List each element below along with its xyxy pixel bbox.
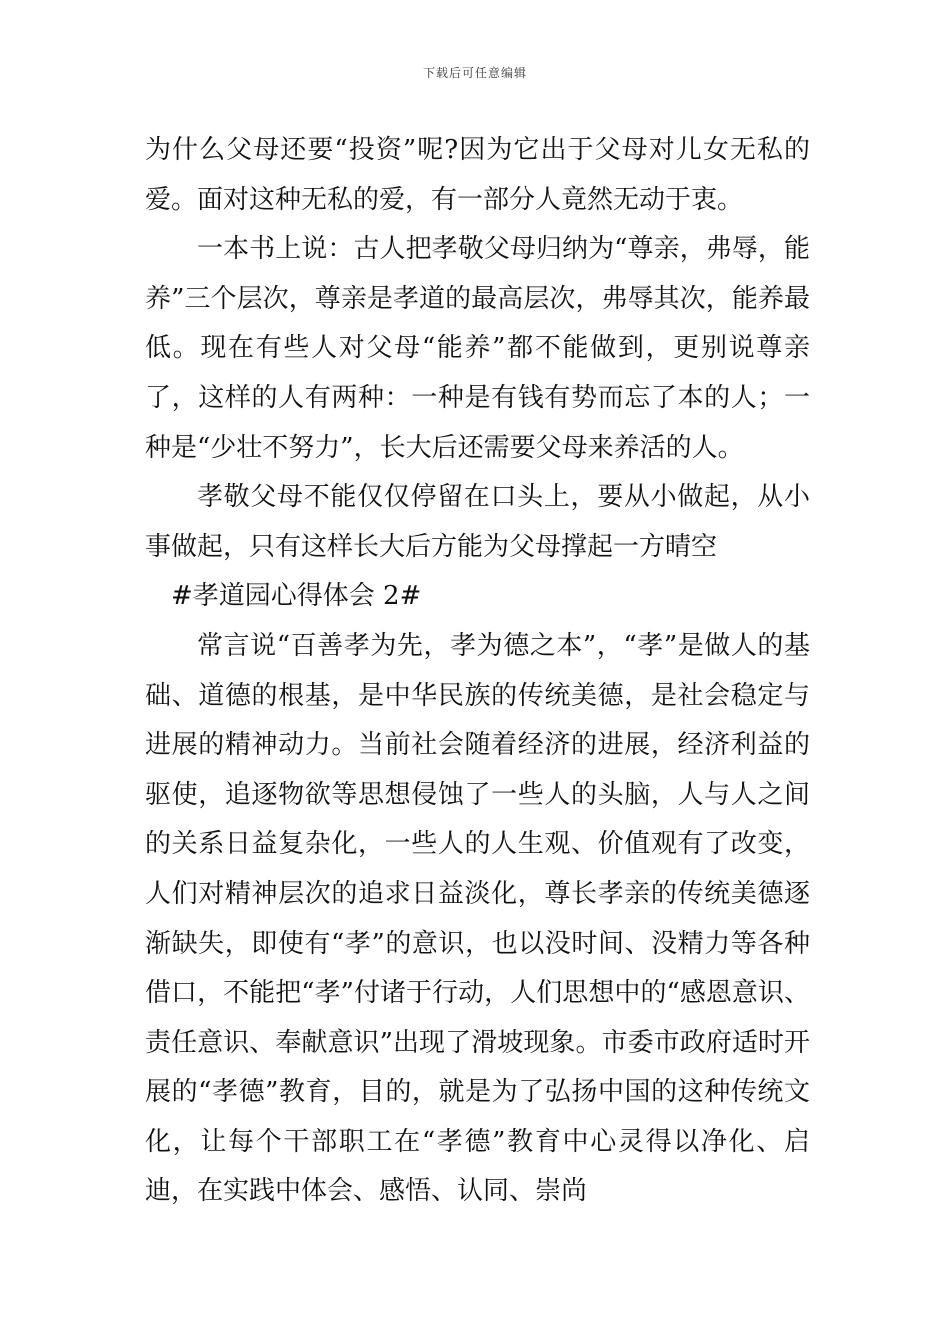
paragraph-1: 为什么父母还要“投资”呢?因为它出于父母对儿女无私的爱。面对这种无私的爱，有一部分人竟然无动于衷。 [145, 135, 810, 215]
paragraph-2: 一本书上说：古人把孝敬父母归纳为“尊亲，弗辱，能养”三个层次，尊亲是孝道的最高层次，弗辱其次，能养最低。现在有些人对父母“能养”都不能做到，更别说尊亲了，这样的人有两种：一种是有钱有势而忘了本的人；一种是“少壮不努力”，长大后还需要父母来养活的人。 [145, 234, 810, 463]
document-body [145, 126, 810, 1217]
section-heading: #孝道园心得体会 2# [171, 581, 422, 612]
paragraph-4: 常言说“百善孝为先，孝为德之本”，“孝”是做人的基础、道德的根基，是中华民族的传统美德，是社会稳定与进展的精神动力。当前社会随着经济的进展，经济利益的驱使，追逐物欲等思想侵蚀了一些人的头脑，人与人之间的关系日益复杂化，一些人的人生观、价值观有了改变，人们对精神层次的追求日益淡化，尊长孝亲的传统美德逐渐缺失，即使有“孝”的意识，也以没时间、没精力等各种借口，不能把“孝”付诸于行动，人们思想中的“感恩意识、责任意识、奉献意识”出现了滑坡现象。市委市政府适时开展的“孝德”教育，目的，就是为了弘扬中国的这种传统文化，让每个干部职工在“孝德”教育中心灵得以净化、启迪，在实践中体会、感悟、认同、崇尚 [145, 630, 810, 1207]
page-header-note: 下载后可任意编辑 [422, 66, 527, 80]
paragraph-3: 孝敬父母不能仅仅停留在口头上，要从小做起，从小事做起，只有这样长大后方能为父母撑起一方晴空 [145, 482, 810, 562]
